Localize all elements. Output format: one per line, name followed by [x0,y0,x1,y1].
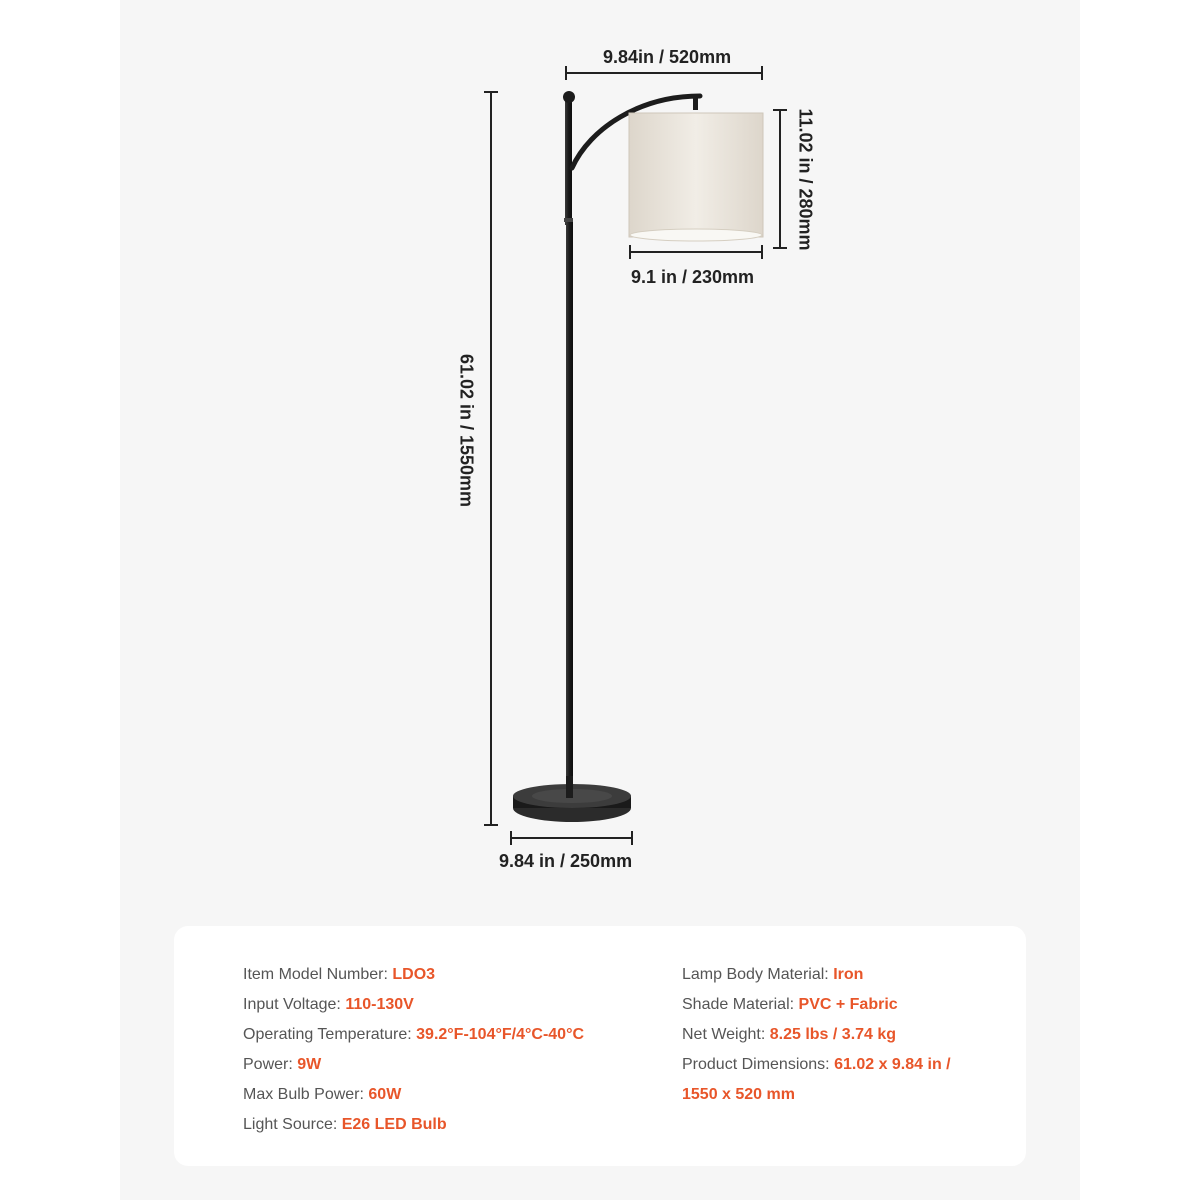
lamp-base [513,776,631,822]
spec-power: Power: 9W [243,1056,322,1073]
spec-shade-material: Shade Material: PVC + Fabric [682,996,898,1013]
total-height-dimension-line [484,92,498,825]
total-height-label: 61.02 in / 1550mm [456,353,477,508]
lamp-shade [629,113,763,241]
lamp-pole [563,91,575,802]
shade-width-label: 9.1 in / 230mm [631,267,755,287]
base-width-dimension-line [511,831,632,845]
spec-max-bulb-power: Max Bulb Power: 60W [243,1086,402,1103]
spec-lamp-body-material: Lamp Body Material: Iron [682,966,864,983]
top-width-label: 9.84in / 520mm [603,47,732,67]
spec-product-dimensions-metric: 1550 x 520 mm [682,1086,795,1103]
shade-height-label: 11.02 in / 280mm [795,108,816,251]
spec-model-number: Item Model Number: LDO3 [243,966,436,983]
spec-light-source: Light Source: E26 LED Bulb [243,1116,447,1133]
shade-width-dimension-line [630,245,762,259]
shade-height-dimension-line [773,110,787,248]
spec-input-voltage: Input Voltage: 110-130V [243,996,414,1013]
spec-operating-temperature: Operating Temperature: 39.2°F-104°F/4°C-40°C [243,1026,585,1043]
shade-hook [693,94,698,110]
spec-net-weight: Net Weight: 8.25 lbs / 3.74 kg [682,1026,897,1043]
base-width-label: 9.84 in / 250mm [499,851,633,871]
spec-product-dimensions: Product Dimensions: 61.02 x 9.84 in / [682,1056,951,1073]
top-width-dimension-line [566,66,762,80]
